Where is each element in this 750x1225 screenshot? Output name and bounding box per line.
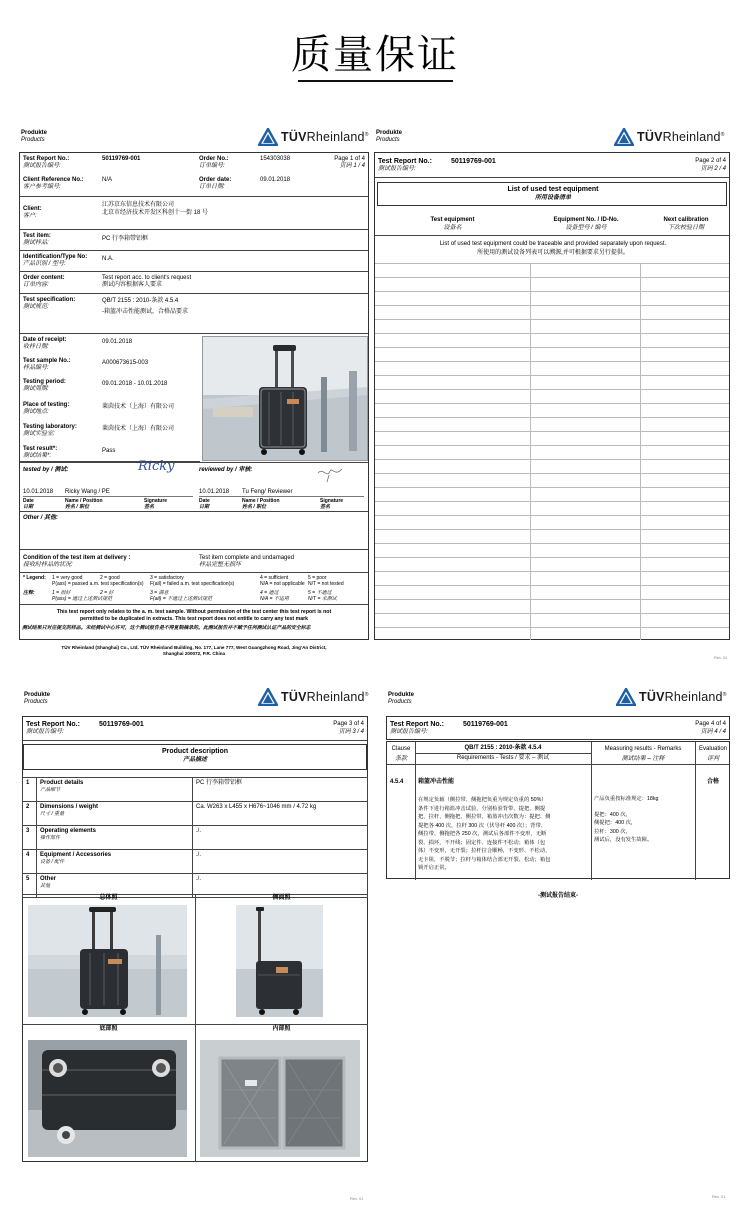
caption-inside: 内部照: [272, 1026, 291, 1032]
footer-address-1: TÜV Rheinland (Shanghai) Co., Ltd. TÜV Rheinland Building, No. 177, Lane 777, West Guangzhong Road, Jing'An District,: [61, 645, 327, 650]
row-num: 2: [23, 802, 37, 826]
col-next-calibration-cn: 下次校验日期: [667, 225, 704, 231]
report-frame-1: [19, 152, 369, 640]
value-report-no-4: 50119769-001: [463, 721, 508, 728]
legend-cn-na: N/A = 不适用: [260, 596, 289, 602]
value-client-1: 江苏京东信息技术有限公司: [102, 202, 175, 208]
test-table: [386, 741, 730, 879]
row-value: Ca. W263 x L455 x H676~1046 mm / 4.72 kg: [193, 802, 368, 826]
legend-na: N/A = not applicable: [260, 581, 305, 587]
test-desc-6: 裂、损坏，不开线；固定件、连接件不松动；箱体（包: [418, 839, 546, 846]
footer-address-2: Shanghai 200072, P.R. China: [162, 651, 226, 656]
product-heading-cn: 产品描述: [182, 757, 207, 763]
legend-cn-3: 3 = 满意: [150, 590, 169, 596]
sig-sign-label: Signature: [144, 498, 168, 504]
test-desc-8: 无卡阻，不脱节；拉杆与箱体结合部无开裂、松动；箱包: [418, 856, 551, 863]
page-number-4: Page 4 of 4: [695, 721, 726, 727]
reviewer-signature-icon: [315, 465, 345, 483]
label-test-item: Test item:: [23, 233, 51, 239]
report-frame-2: [374, 152, 730, 640]
tuv-logo-2: TÜVRheinland®: [614, 128, 725, 146]
col-equipment-no-cn: 设备型号 / 编号: [565, 225, 607, 231]
tuv-logo-3: TÜVRheinland®: [258, 688, 369, 706]
label-report-no-4-cn: 测试报告编号:: [390, 729, 428, 735]
label-client: Client:: [23, 206, 42, 212]
tuv-logo-4: TÜVRheinland®: [616, 688, 727, 706]
legend-3: 3 = satisfactory: [150, 575, 184, 581]
row-label: Dimensions / weight 尺寸 / 重量: [37, 802, 193, 826]
label-receipt-cn: 收样日期:: [23, 344, 49, 350]
col-results-cn: 测试结果 – 注释: [621, 756, 665, 762]
reviewed-name: Tu Feng/ Reviewer: [242, 489, 293, 495]
equipment-note-2: 所使用的测试设备列表可以溯源,并可根据要求另行提供。: [477, 250, 629, 256]
legend-4: 4 = sufficient: [260, 575, 289, 581]
test-desc-7: 体）不变形，无开裂；拉杆拉合顺畅，不变形、不松动、: [418, 848, 551, 854]
value-condition: Test item complete and undamaged: [199, 555, 295, 561]
other-label: Other / 其他:: [23, 515, 59, 521]
label-result-cn: 测试结果*:: [23, 453, 52, 459]
row-label: Operating elements 操作部件: [37, 826, 193, 850]
row-num: 4: [23, 850, 37, 874]
evaluation-value: 合格: [706, 779, 719, 785]
label-period-cn: 测试周期:: [23, 386, 49, 392]
equipment-note-1: List of used test equipment could be traceable and provided separately upon request.: [439, 241, 667, 247]
test-desc-5: 侧拉带、侧拖把各 250 次，测试后各部件不变形，无断: [418, 831, 547, 837]
value-order-content-2: 测试内容根据客人要求: [102, 282, 163, 288]
value-spec-1: QB/T 2155 : 2010-条款 4.5.4: [102, 298, 179, 304]
bottom-photo: [28, 1040, 187, 1157]
result-4: 拉杆：300 次，: [594, 829, 631, 835]
test-desc-9: 锁开启正常。: [418, 865, 450, 871]
value-report-no-2: 50119769-001: [451, 158, 496, 165]
label-report-no-3-cn: 测试报告编号:: [26, 729, 64, 735]
label-client-ref: Client Reference No.:: [23, 177, 84, 183]
legend-p: P(ass) = passed a.m. test specification(s): [52, 581, 144, 587]
legend-f: F(ail) = failed a.m. test specification(s): [150, 581, 235, 587]
label-report-no: Test Report No.:: [23, 156, 70, 162]
legend-cn-4: 4 = 通过: [260, 590, 279, 596]
label-order-date-cn: 订单日期:: [199, 184, 225, 190]
page-number-2: Page 2 of 4: [695, 158, 726, 164]
disclaimer-1: This test report only relates to the a. m. test sample. Without permission of the test center this test report is not: [56, 609, 332, 615]
legend-2: 2 = good: [100, 575, 120, 581]
tuv-logo: TÜVRheinland®: [258, 128, 369, 146]
legend-cn-f: F(ail) = 不通过上述测试规范: [150, 596, 213, 602]
rev-label-3: Rev. 01: [350, 1196, 364, 1201]
col-evaluation: Evaluation: [698, 746, 728, 752]
page-title: 质量保证: [291, 32, 459, 78]
value-receipt: 09.01.2018: [102, 339, 133, 345]
table-row: [23, 850, 368, 874]
caption-overall: 总体照: [99, 895, 118, 901]
label-place-cn: 测试地点:: [23, 409, 49, 415]
value-test-item: PC 行李箱带铝框: [102, 236, 149, 242]
tuv-triangle-icon: [614, 128, 634, 146]
page-number-3: Page 3 of 4: [333, 721, 364, 727]
value-report-no-3: 50119769-001: [99, 721, 144, 728]
tuv-triangle-icon: [616, 688, 636, 706]
legend-nt: N/T = not tested: [308, 581, 344, 587]
page-number: Page 1 of 4: [334, 156, 365, 162]
brand-produkte-3: Produkte Products: [24, 692, 51, 705]
result-5: 测试后，没有发生故障。: [594, 837, 653, 843]
report-frame-4: [386, 716, 730, 740]
label-result: Test result*:: [23, 446, 58, 452]
page-number-3-cn: 页码 3 / 4: [338, 729, 364, 735]
legend-cn-1: 1 = 很好: [52, 590, 71, 596]
legend-cn-label: 注释:: [23, 590, 35, 596]
value-spec-2: -箱篮冲击性能测试，合格品要求: [102, 309, 188, 315]
label-condition: Condition of the test item at delivery :: [23, 555, 131, 561]
label-order-no: Order No.:: [199, 156, 229, 162]
tested-name: Ricky Wang / PE: [65, 489, 110, 495]
table-row: [23, 802, 368, 826]
row-value: ./.: [193, 874, 368, 898]
clause-number: 4.5.4: [390, 779, 404, 785]
label-spec: Test specification:: [23, 297, 76, 303]
test-title: 箱篮冲击性能: [418, 779, 455, 785]
test-desc-4: 提把各 400 次，拉杆 300 次（伏导杆 400 次）；背带、: [418, 822, 547, 829]
inside-photo: [200, 1040, 360, 1157]
row-label: Equipment / Accessories 设备 / 配件: [37, 850, 193, 874]
label-sample: Test sample No.:: [23, 358, 71, 364]
brand-produkte: Produkte Products: [21, 130, 48, 143]
disclaimer-2: permitted to be duplicated in extracts. This test report does not entitle to carry any test mark: [79, 616, 308, 622]
label-period: Testing period:: [23, 379, 66, 385]
col-equipment-no: Equipment No. / ID-No.: [553, 217, 619, 223]
result-1: 产品负重按标准规定：18kg: [594, 796, 659, 802]
col-next-calibration: Next calibration: [663, 217, 709, 223]
col-requirements: Requirements - Tests / 要求 – 测试: [456, 755, 550, 761]
col-clause: Clause: [391, 746, 411, 752]
label-report-no-3: Test Report No.:: [26, 721, 80, 728]
value-result: Pass: [102, 448, 116, 454]
legend-cn-5: 5 = 不通过: [308, 590, 332, 596]
sig-sign-label-2: Signature: [320, 498, 344, 504]
test-desc-2: 条件下进行箱篮冲击试验，分别检验背带、提把、侧提: [418, 805, 546, 812]
value-condition-cn: 样品完整无损坏: [199, 562, 242, 568]
label-condition-cn: 接收时样品的状况:: [23, 562, 73, 568]
label-order-content-cn: 订单内容:: [23, 282, 49, 288]
legend-5: 5 = poor: [308, 575, 327, 581]
label-test-item-cn: 测试样品:: [23, 240, 49, 246]
col-evaluation-cn: 评判: [706, 756, 719, 762]
sig-date-label-cn: 日期: [23, 504, 34, 510]
row-num: 1: [23, 778, 37, 802]
sig-name-label: Name / Position: [65, 498, 103, 504]
rev-label-1: Rev. 01: [714, 655, 728, 660]
tested-by-label: tested by / 测试:: [23, 467, 69, 473]
label-place: Place of testing:: [23, 402, 70, 408]
label-report-no-2: Test Report No.:: [378, 158, 432, 165]
col-results: Measuring results - Remarks: [604, 746, 682, 752]
brand-produkte-4: Produkte Products: [388, 692, 415, 705]
value-client-ref: N/A: [102, 177, 113, 183]
row-value: ./.: [193, 850, 368, 874]
col-spec: QB/T 2155 : 2010-条款 4.5.4: [464, 745, 542, 751]
result-3: 侧提把：400 次，: [594, 820, 637, 826]
label-order-content: Order content:: [23, 275, 65, 281]
sig-date-label-2-cn: 日期: [199, 504, 210, 510]
tuv-triangle-icon: [258, 688, 278, 706]
value-period: 09.01.2018 - 10.01.2018: [102, 381, 168, 387]
label-lab-cn: 测试实验室:: [23, 431, 55, 437]
test-desc-1: 在规定负载（侧拉带、侧拖把负重为规定负重的 50%）: [418, 797, 547, 803]
label-client-ref-cn: 客户参考编号:: [23, 184, 61, 190]
value-order-date: 09.01.2018: [260, 177, 291, 183]
tested-signature: Ricky: [138, 459, 175, 474]
row-num: 5: [23, 874, 37, 898]
sig-name-label-2: Name / Position: [242, 498, 280, 504]
equipment-heading-cn: 所用设备清单: [534, 195, 571, 201]
disclaimer-cn: 测试结果只对应提交的样品。未经测试中心许可，这个测试报告是不得复制摘录的。此测试报告并不赋予任何测试认证产品的安全标志: [22, 626, 311, 631]
legend-cn-nt: N/T = 未测试: [308, 596, 337, 602]
page-number-cn: 页码 1 / 4: [339, 163, 365, 169]
page-number-2-cn: 页码 2 / 4: [700, 166, 726, 172]
legend-cn-p: P(ass) = 通过上述测试规范: [52, 596, 113, 602]
page-number-4-cn: 页码 4 / 4: [700, 729, 726, 735]
label-spec-cn: 测试规范:: [23, 304, 49, 310]
sig-name-label-2-cn: 姓名 / 职位: [242, 504, 267, 510]
brand-produkte-2: Produkte Products: [376, 130, 403, 143]
sig-sign-label-cn: 签名: [144, 504, 155, 510]
title-underline: [298, 80, 453, 82]
side-photo: [236, 905, 323, 1017]
tested-date: 10.01.2018: [23, 489, 54, 495]
label-order-no-cn: 订单编号:: [199, 163, 225, 169]
legend-cn-2: 2 = 好: [100, 590, 114, 596]
rev-label-4: Rev. 01: [712, 1194, 726, 1199]
row-value: ./.: [193, 826, 368, 850]
label-report-no-2-cn: 测试报告编号:: [378, 166, 416, 172]
label-receipt: Date of receipt:: [23, 337, 67, 343]
label-sample-cn: 样品编号:: [23, 365, 49, 371]
table-row: [23, 826, 368, 850]
legend-label: * Legend:: [23, 575, 46, 581]
col-equipment: Test equipment: [430, 217, 475, 223]
value-order-content-1: Test report acc. to client's request: [102, 275, 192, 281]
value-lab: 莱茵技术（上海）有限公司: [102, 426, 175, 432]
label-order-date: Order date:: [199, 177, 232, 183]
row-value: PC 行李箱带铝框: [193, 778, 368, 802]
label-ident: Identification/Type No:: [23, 254, 88, 260]
label-report-no-cn: 测试报告编号:: [23, 163, 61, 169]
sig-date-label-2: Date: [199, 498, 210, 504]
tuv-triangle-icon: [258, 128, 278, 146]
label-lab: Testing laboratory:: [23, 424, 77, 430]
sig-sign-label-2-cn: 签名: [320, 504, 331, 510]
label-client-cn: 客户:: [23, 213, 37, 219]
value-place: 莱茵技术（上海）有限公司: [102, 404, 175, 410]
value-report-no: 50119769-001: [102, 156, 141, 162]
result-2: 提把：400 次，: [594, 812, 631, 818]
product-heading: Product description: [161, 748, 229, 755]
value-sample: A000673615-003: [102, 360, 149, 366]
row-label: Other 其他: [37, 874, 193, 898]
caption-side: 侧面照: [272, 895, 291, 901]
col-equipment-cn: 设备名: [443, 225, 462, 231]
overall-photo: [28, 905, 187, 1017]
test-desc-3: 把、拉杆、侧拖把、侧拉带，箱篮冲击次数为：提把、侧: [418, 814, 551, 820]
reviewed-date: 10.01.2018: [199, 489, 230, 495]
sig-date-label: Date: [23, 498, 34, 504]
table-row: [23, 778, 368, 802]
suitcase-photo: [202, 336, 368, 461]
legend-1: 1 = very good: [52, 575, 83, 581]
product-table: [22, 777, 368, 898]
row-num: 3: [23, 826, 37, 850]
value-order-no: 154303038: [260, 156, 291, 162]
caption-bottom: 底部照: [99, 1026, 118, 1032]
col-clause-cn: 条款: [394, 756, 407, 762]
equipment-heading: List of used test equipment: [507, 186, 599, 193]
report-end: -测试报告结束-: [538, 893, 578, 899]
sig-name-label-cn: 姓名 / 职位: [65, 504, 90, 510]
value-ident: N.A.: [102, 256, 114, 262]
reviewed-by-label: reviewed by / 审核:: [199, 467, 253, 473]
value-client-2: 北京市经济技术开发区科创十一街 18 号: [102, 210, 209, 216]
equipment-grid: [375, 263, 729, 640]
row-label: Product details 产品细节: [37, 778, 193, 802]
label-report-no-4: Test Report No.:: [390, 721, 444, 728]
label-ident-cn: 产品识别 / 型号:: [23, 261, 66, 267]
